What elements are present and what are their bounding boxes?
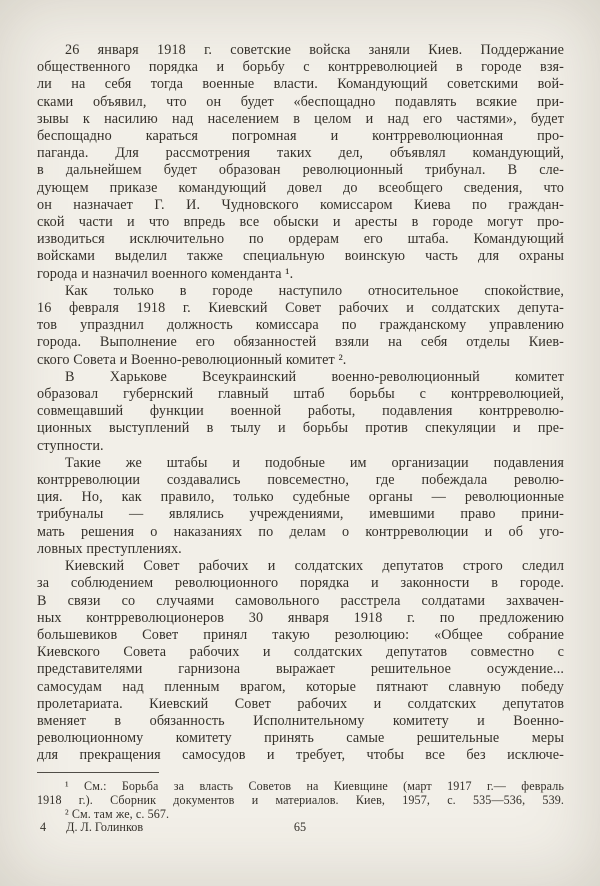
author-name: Д. Л. Голинков — [66, 820, 144, 834]
text-line: Такие же штабы и подобные им организации подавления — [65, 454, 564, 471]
text-line: 26 января 1918 г. советские войска заняли Киев. Поддержание — [65, 42, 564, 58]
text-line: ных контрреволюционеров 30 января 1918 г. по предложению — [37, 609, 564, 626]
footnote — [37, 779, 564, 808]
paragraph — [37, 42, 564, 283]
text-line: города. Выполнение его обязанностей взяли на себя отделы Киев- — [37, 334, 564, 351]
page-footer — [0, 820, 600, 835]
text-line: для прекращения самосудов и требует, чтобы все без исключе- — [37, 747, 564, 764]
text-line: ² См. там же, с. 567. — [65, 807, 170, 822]
page-number: 65 — [293, 820, 307, 834]
text-line: за соблюдением революционного порядка и законности в городе. — [37, 575, 564, 592]
text-line: мать решения о наказаниях по делам о контрреволюции и об уго- — [37, 523, 564, 540]
text-line: зывы к насилию над населением в целом и над его частями», будет — [37, 110, 564, 127]
text-line: войсками выделил также специальную воинскую часть для охраны — [37, 248, 564, 265]
text-line: В Харькове Всеукраинский военно-революционный комитет — [65, 368, 564, 385]
text-line: представителями гарнизона выражает решительное осуждение... — [37, 661, 564, 678]
text-line: ция. Но, как правило, только судебные органы — революционные — [37, 489, 564, 506]
text-line: ского Совета и Военно-революционный комитет ². — [37, 351, 347, 368]
text-line: сками объявил, что он будет «беспощадно подавлять всякие при- — [37, 93, 564, 110]
paragraph — [37, 558, 564, 764]
text-line: самосудам над пленным врагом, которые пятнают славную победу — [37, 678, 564, 695]
text-line: контрреволюции создавались повсеместно, где побеждала револю- — [37, 472, 564, 489]
text-line: города и назначил военного коменданта ¹. — [37, 265, 294, 282]
text-line: ционных выступлений в тылу и борьбы против спекуляции и пре- — [37, 420, 564, 437]
text-block — [37, 42, 564, 821]
text-line: паганда. Для рассмотрения таких дел, объявлял командующий, — [37, 145, 564, 162]
text-line: ловных преступлениях. — [37, 540, 182, 557]
paragraph — [37, 369, 564, 455]
text-line: дующем приказе командующий довел до всеобщего сведения, что — [37, 179, 564, 196]
text-line: большевиков Совет принял такую резолюцию: «Общее собрание — [37, 626, 564, 643]
paragraph — [37, 455, 564, 558]
text-line: ступности. — [37, 437, 104, 454]
text-line: трибуналы — являлись учреждениями, имевшими право прини- — [37, 506, 564, 523]
text-line: вменяет в обязанность Исполнительному комитету и Военно- — [37, 712, 564, 729]
text-line: пролетариата. Киевский Совет рабочих и солдатских депутатов — [37, 695, 564, 712]
text-line: Как только в городе наступило относительное спокойствие, — [65, 282, 564, 299]
text-line: 1918 г.). Сборник документов и материалов. Киев, 1957, с. 535—536, 539. — [37, 792, 564, 807]
text-line: совмещавший функции военной работы, подавления контрреволю- — [37, 403, 564, 420]
text-line: Киевского Совета рабочих и солдатских депутатов совместно с — [37, 644, 564, 661]
text-line: тов упразднил должность комиссара по гражданскому управлению — [37, 317, 564, 334]
body-paragraphs — [37, 42, 564, 765]
footnote-list — [37, 779, 564, 822]
text-line: в дальнейшем будет образован революционный трибунал. В сле- — [37, 162, 564, 179]
text-line: Киевский Совет рабочих и солдатских депутатов строго следил — [65, 558, 564, 575]
text-line: беспощадно караться погромная и контрреволюционная про- — [37, 128, 564, 145]
text-line: В связи со случаями самовольного расстрела солдатами захвачен- — [37, 592, 564, 609]
text-line: ¹ См.: Борьба за власть Советов на Киевщине (март 1917 г.— февраль — [65, 778, 564, 793]
footnote-section — [37, 772, 564, 822]
text-line: ли на себя тогда военные власти. Командующий советскими вой- — [37, 76, 564, 93]
text-line: он назначает Г. И. Чудновского комиссаром Киева по граждан- — [37, 196, 564, 213]
footnote-separator-rule — [37, 772, 159, 773]
text-line: ской части и что впредь все обыски и аресты в городе могут про- — [37, 214, 564, 231]
text-line: 16 февраля 1918 г. Киевский Совет рабочих и солдатских депута- — [37, 300, 564, 317]
text-line: революционному комитету принять самые решительные меры — [37, 730, 564, 747]
signature-number: 4 — [40, 820, 47, 834]
paragraph — [37, 283, 564, 369]
text-line: общественного порядка и борьбу с контрреволюцией в городе взя- — [37, 59, 564, 76]
text-line: изводиться исключительно по ордерам его штаба. Командующий — [37, 231, 564, 248]
text-line: образовал губернский главный штаб борьбы с контрреволюцией, — [37, 386, 564, 403]
